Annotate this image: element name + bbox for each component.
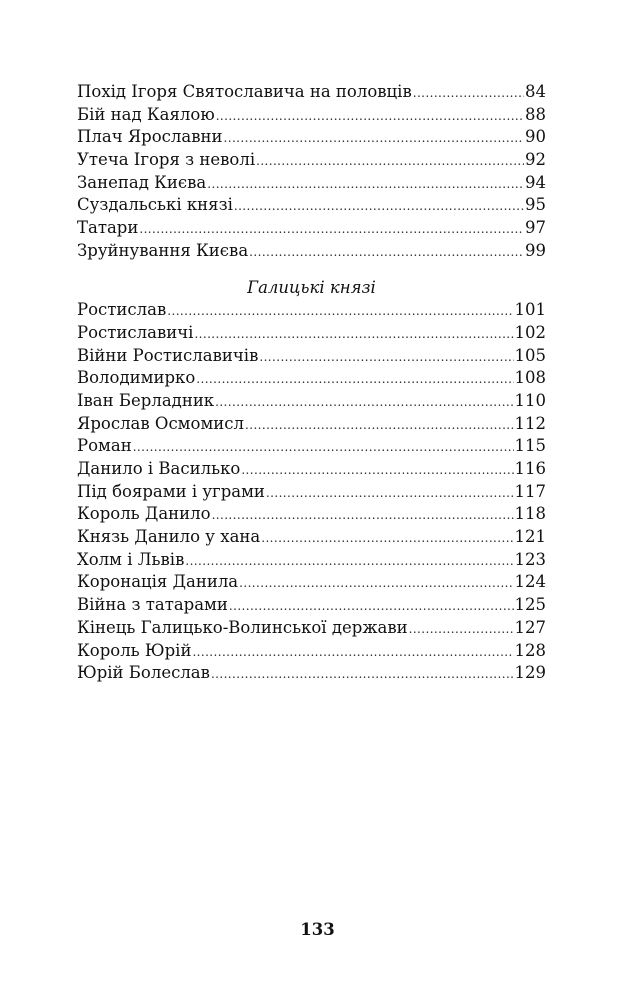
dot-leader	[259, 346, 513, 369]
dot-leader	[192, 641, 513, 664]
toc-entry-page: 110	[514, 390, 546, 410]
toc-entry-title: Ярослав Осмомисл	[77, 413, 245, 433]
dot-leader	[133, 436, 514, 459]
dot-leader	[215, 391, 513, 414]
toc-entry-page: 117	[514, 481, 546, 501]
toc-entry-page: 128	[514, 640, 546, 660]
dot-leader	[139, 218, 524, 241]
toc-entry-title: Іван Берладник	[77, 390, 215, 410]
dot-leader	[409, 618, 514, 641]
dot-leader	[224, 127, 524, 150]
dot-leader	[245, 414, 513, 437]
toc-entry	[77, 367, 546, 390]
toc-entry	[77, 149, 546, 172]
toc-entry-title: Плач Ярославни	[77, 127, 223, 147]
toc-entry-title: Війна з татарами	[77, 595, 228, 615]
dot-leader	[239, 572, 513, 595]
toc-entry	[77, 435, 546, 458]
toc-entry-title: Князь Данило у хана	[77, 527, 261, 547]
toc-entry-page: 84	[525, 82, 546, 101]
toc-entry	[77, 81, 546, 104]
toc-entry	[77, 549, 546, 572]
toc-entry	[77, 240, 546, 263]
dot-leader	[194, 323, 513, 346]
toc-entry	[77, 104, 546, 127]
dot-leader	[261, 527, 513, 550]
toc-entry	[77, 172, 546, 195]
toc-entry-title: Король Юрій	[77, 640, 192, 660]
toc-entry-title: Під боярами і уграми	[77, 481, 265, 501]
toc-entry-page: 123	[514, 549, 546, 569]
toc-entry	[77, 571, 546, 594]
toc-entry-page: 127	[514, 617, 546, 637]
toc-entry	[77, 526, 546, 549]
toc-entry	[77, 217, 546, 240]
toc-entry-page: 129	[514, 663, 546, 683]
toc-entry-title: Зруйнування Києва	[77, 240, 249, 260]
toc-part-1	[77, 81, 546, 263]
dot-leader	[234, 195, 524, 218]
dot-leader	[196, 368, 513, 391]
toc-entry-title: Суздальські князі	[77, 195, 233, 215]
toc-entry	[77, 617, 546, 640]
toc-entry	[77, 413, 546, 436]
toc-entry-page: 102	[514, 322, 546, 342]
toc-entry-title: Коронація Данила	[77, 572, 239, 592]
toc-entry	[77, 458, 546, 481]
toc-entry-page: 88	[525, 104, 546, 124]
dot-leader	[413, 82, 524, 105]
toc-entry-title: Кінець Галицько-Волинської держави	[77, 617, 408, 637]
toc-entry	[77, 640, 546, 663]
toc-entry-title: Занепад Києва	[77, 172, 207, 192]
dot-leader	[249, 241, 524, 264]
toc-entry-page: 118	[514, 504, 546, 524]
toc-entry	[77, 322, 546, 345]
toc-entry	[77, 126, 546, 149]
toc-entry	[77, 390, 546, 413]
toc-entry-page: 95	[525, 195, 546, 215]
toc-entry-page: 124	[514, 572, 546, 592]
dot-leader	[207, 173, 524, 196]
dot-leader	[241, 459, 513, 482]
toc-entry-title: Утеча Ігоря з неволі	[77, 150, 256, 170]
toc-entry-page: 115	[514, 436, 546, 456]
toc-entry-title: Татари	[77, 218, 139, 238]
toc-entry-title: Ростислав	[77, 300, 167, 320]
section-heading: Галицькі князі	[247, 277, 376, 297]
toc-entry-title: Володимирко	[77, 368, 196, 388]
page-number: 133	[300, 920, 335, 939]
toc-entry-page: 116	[514, 459, 546, 478]
toc-entry	[77, 345, 546, 368]
table-of-contents	[77, 81, 546, 685]
dot-leader	[167, 300, 513, 323]
toc-entry-page: 94	[525, 172, 546, 192]
toc-entry-title: Бій над Каялою	[77, 104, 215, 124]
toc-entry-title: Похід Ігоря Святославича на половців	[77, 82, 412, 101]
toc-entry	[77, 594, 546, 617]
toc-entry-page: 108	[514, 368, 546, 388]
toc-entry-page: 125	[514, 595, 546, 615]
toc-entry-page: 105	[514, 345, 546, 365]
toc-entry-page: 99	[525, 240, 546, 260]
toc-entry-title: Ростиславичі	[77, 322, 194, 342]
toc-entry	[77, 194, 546, 217]
toc-entry-page: 101	[514, 300, 546, 320]
toc-entry	[77, 503, 546, 526]
toc-entry-title: Король Данило	[77, 504, 211, 524]
toc-entry-title: Данило і Василько	[77, 459, 241, 478]
toc-part-2	[77, 299, 546, 685]
dot-leader	[266, 482, 514, 505]
dot-leader	[212, 504, 514, 527]
toc-entry-page: 112	[514, 413, 546, 433]
toc-entry-title: Юрій Болеслав	[77, 663, 210, 683]
dot-leader	[256, 150, 524, 173]
toc-entry	[77, 481, 546, 504]
toc-entry-page: 121	[514, 527, 546, 547]
toc-entry-page: 92	[525, 150, 546, 170]
toc-entry-page: 90	[525, 127, 546, 147]
toc-entry	[77, 662, 546, 685]
dot-leader	[216, 105, 524, 128]
toc-entry-page: 97	[525, 218, 546, 238]
dot-leader	[185, 550, 513, 573]
dot-leader	[211, 663, 514, 686]
toc-entry-title: Війни Ростиславичів	[77, 345, 259, 365]
toc-entry-title: Холм і Львів	[77, 549, 185, 569]
toc-entry-title: Роман	[77, 436, 132, 456]
dot-leader	[229, 595, 514, 618]
toc-entry	[77, 299, 546, 322]
